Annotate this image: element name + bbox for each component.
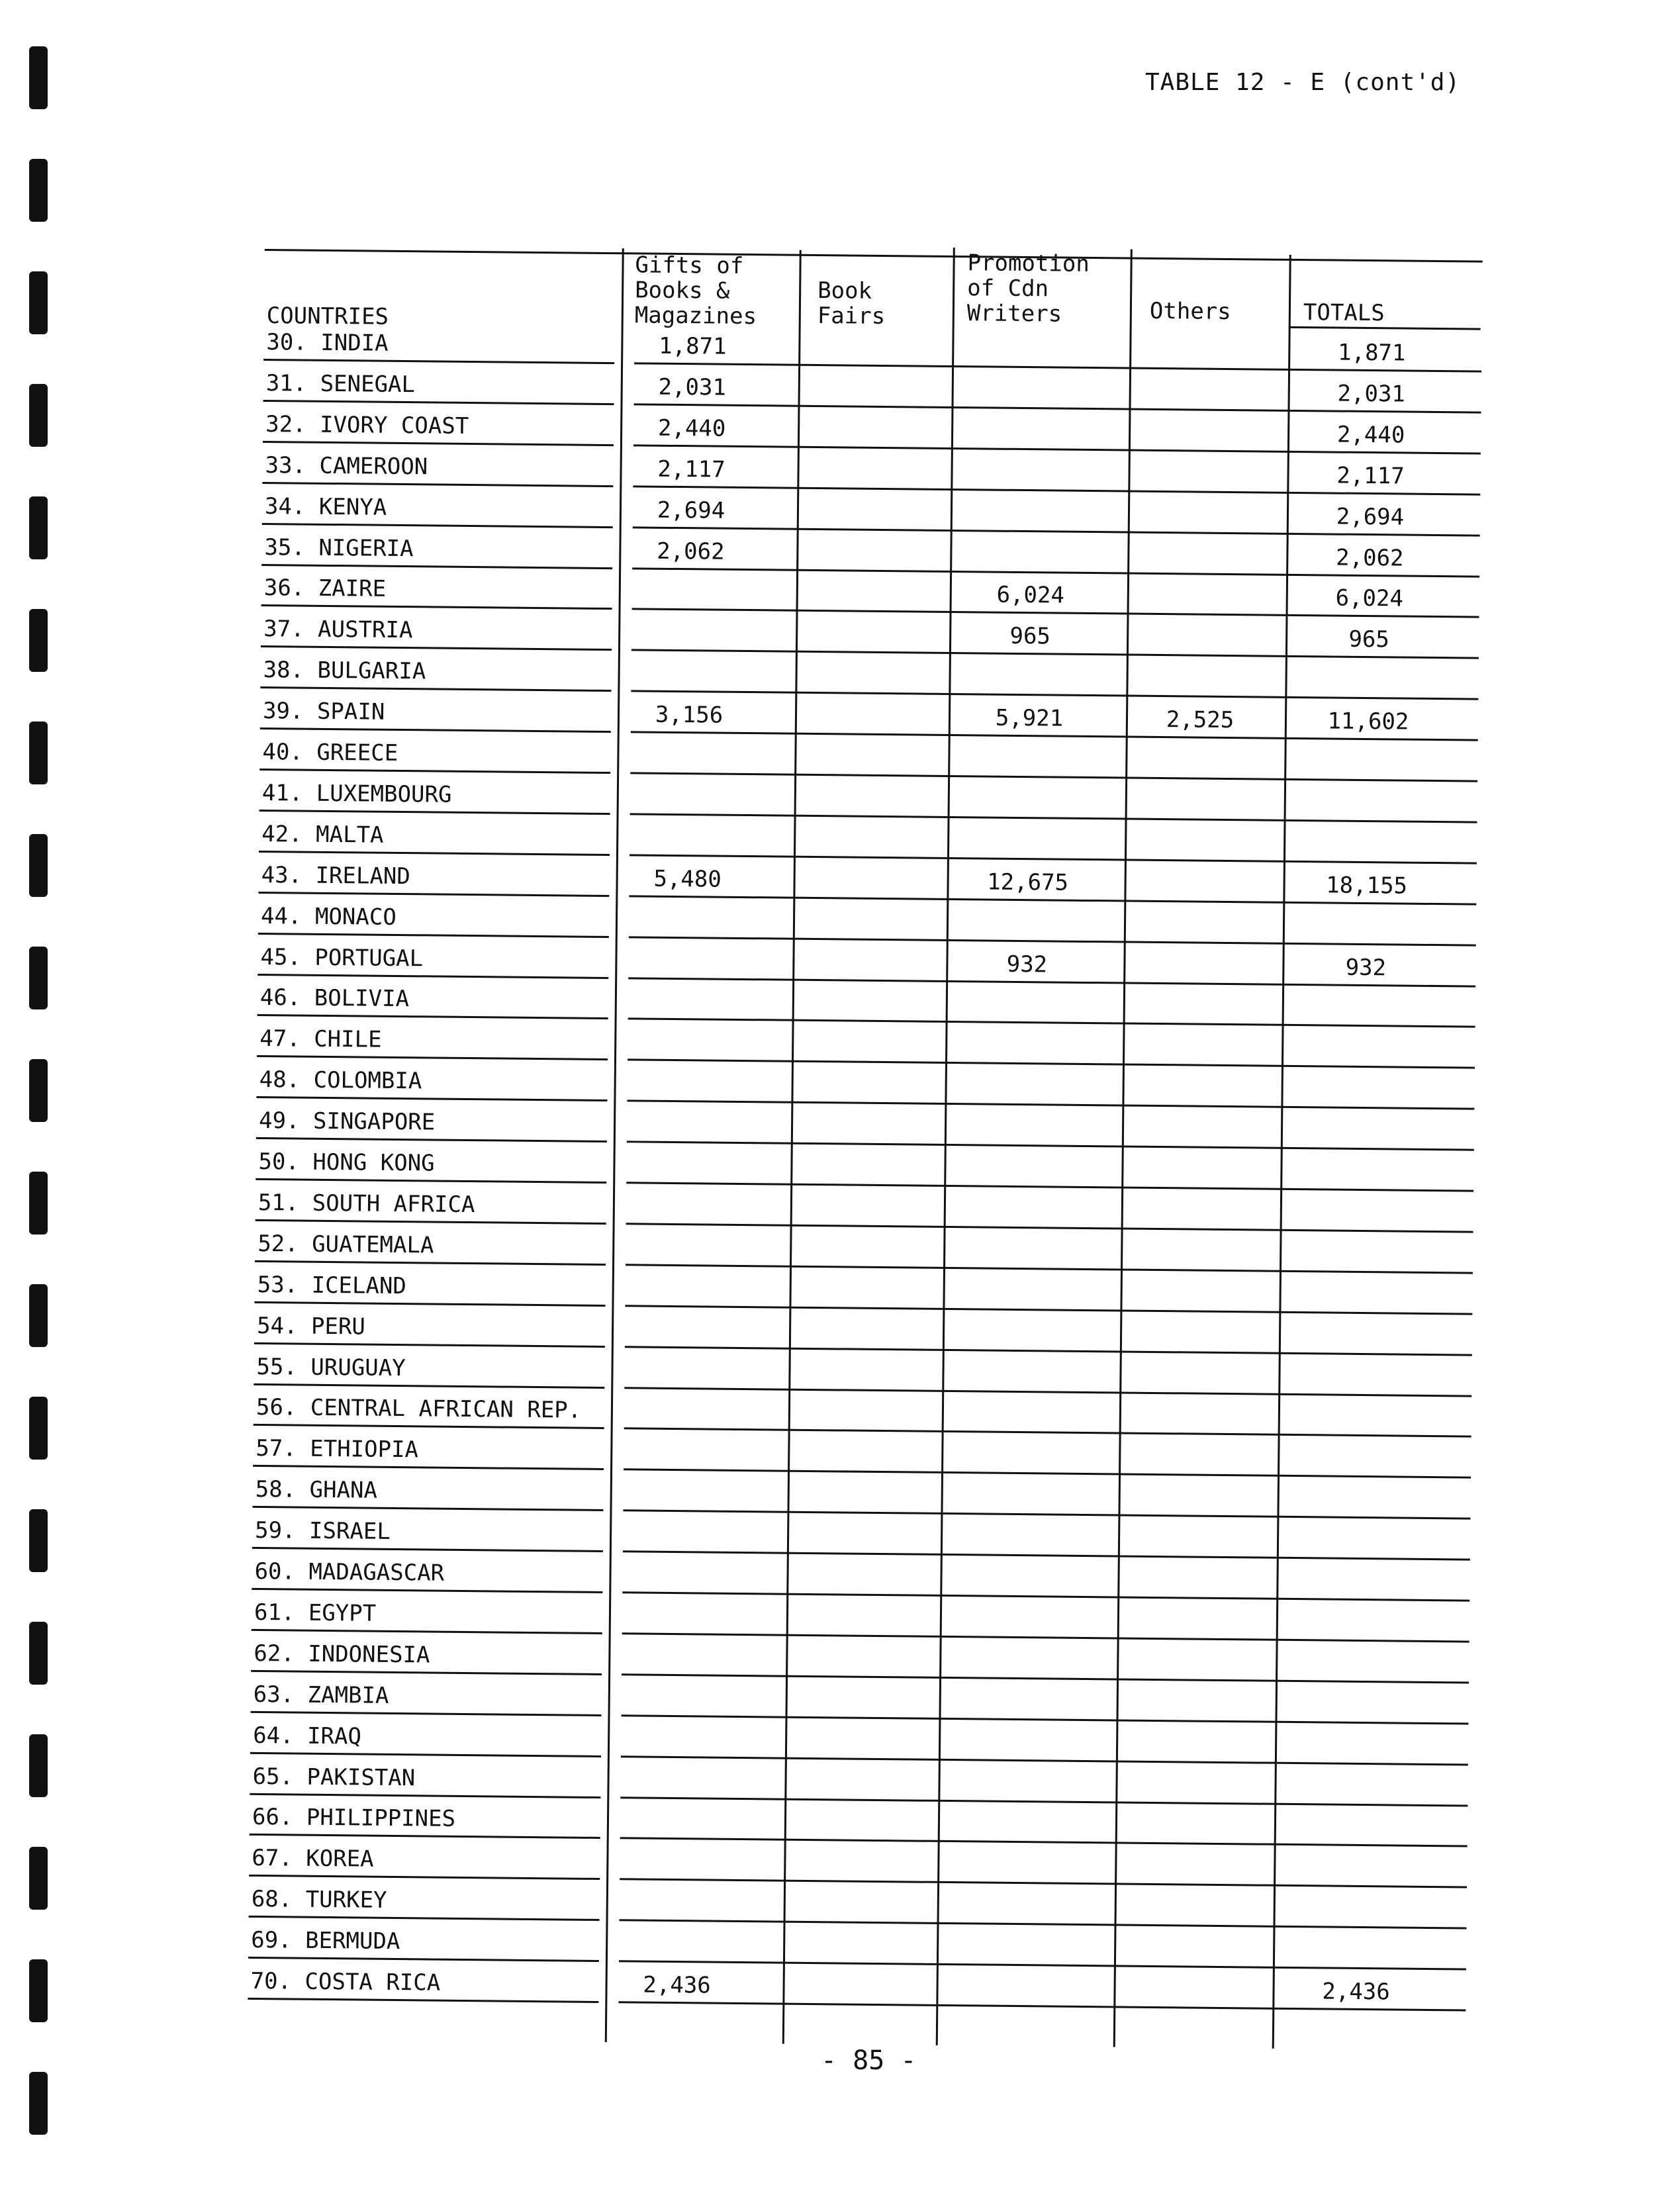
cell-fairs xyxy=(790,1221,923,1223)
binder-hole-mark xyxy=(29,1509,48,1572)
cell-others xyxy=(1135,569,1268,570)
cell-fairs xyxy=(786,1671,918,1673)
cell-totals: 6,024 xyxy=(1335,584,1404,612)
binder-hole-mark xyxy=(29,384,48,447)
country-name: 56. CENTRAL AFRICAN REP. xyxy=(256,1394,582,1424)
cell-others xyxy=(1137,364,1270,365)
cell-gifts: 1,871 xyxy=(658,332,727,360)
cell-gifts xyxy=(621,933,753,934)
cell-gifts xyxy=(616,1465,748,1466)
country-name: 57. ETHIOPIA xyxy=(256,1435,419,1464)
cell-totals: 2,117 xyxy=(1336,462,1405,490)
cell-others xyxy=(1126,1552,1258,1554)
cell-gifts xyxy=(618,1301,750,1303)
header-bottom-rule xyxy=(1289,326,1481,330)
cell-fairs xyxy=(795,729,927,731)
cell-fairs xyxy=(797,483,929,485)
cell-fairs xyxy=(791,1139,923,1141)
cell-promotion xyxy=(957,1428,1089,1429)
binder-hole-mark xyxy=(29,1059,48,1122)
country-name: 34. KENYA xyxy=(264,492,387,521)
cell-promotion xyxy=(953,1837,1085,1838)
cell-fairs xyxy=(794,770,927,772)
table-heading: TABLE 12 - E (cont'd) xyxy=(1145,69,1461,96)
header-book-fairs: Book Fairs xyxy=(817,277,886,330)
cell-gifts xyxy=(618,1178,751,1180)
cell-fairs xyxy=(790,1303,922,1304)
cell-totals: 2,436 xyxy=(1322,1978,1390,2006)
cell-totals: 2,440 xyxy=(1336,421,1405,449)
cell-totals xyxy=(1293,1595,1426,1596)
binder-hole-mark xyxy=(29,2072,48,2135)
cell-totals: 2,062 xyxy=(1335,544,1404,572)
cell-gifts xyxy=(616,1424,749,1426)
cell-totals xyxy=(1300,939,1432,941)
country-name: 31. SENEGAL xyxy=(265,369,416,398)
cell-fairs xyxy=(792,1057,924,1058)
cell-gifts xyxy=(623,686,755,688)
country-name: 44. MONACO xyxy=(260,902,397,931)
country-name: 62. INDONESIA xyxy=(254,1640,430,1669)
cell-gifts xyxy=(613,1752,745,1753)
cell-others xyxy=(1123,1839,1256,1840)
cell-gifts xyxy=(622,769,755,770)
cell-fairs xyxy=(788,1385,921,1386)
cell-promotion xyxy=(955,1591,1087,1593)
row-rule-country xyxy=(248,1998,598,2003)
cell-gifts: 2,031 xyxy=(658,373,727,401)
cell-gifts xyxy=(614,1711,746,1712)
cell-promotion xyxy=(957,1346,1090,1347)
country-name: 41. LUXEMBOURG xyxy=(261,779,452,808)
binder-hole-mark xyxy=(29,1397,48,1460)
binder-hole-mark xyxy=(29,496,48,559)
cell-others xyxy=(1137,445,1269,447)
page-number: - 85 - xyxy=(821,2045,917,2076)
country-name: 47. CHILE xyxy=(259,1025,382,1054)
binder-hole-mark xyxy=(29,159,48,222)
cell-others xyxy=(1129,1224,1262,1225)
country-name: 60. MADAGASCAR xyxy=(254,1558,445,1587)
cell-totals xyxy=(1297,1185,1430,1186)
cell-fairs xyxy=(797,524,929,526)
cell-promotion: 6,024 xyxy=(996,582,1065,610)
cell-others xyxy=(1135,610,1268,611)
country-name: 40. GREECE xyxy=(262,739,398,767)
cell-gifts: 2,117 xyxy=(657,455,725,483)
cell-promotion: 932 xyxy=(1006,951,1048,978)
country-name: 65. PAKISTAN xyxy=(252,1763,416,1791)
binder-hole-mark xyxy=(29,947,48,1009)
cell-promotion xyxy=(962,772,1095,773)
cell-totals xyxy=(1295,1430,1428,1432)
country-name: 66. PHILIPPINES xyxy=(252,1804,456,1833)
country-name: 64. IRAQ xyxy=(253,1722,362,1750)
cell-gifts xyxy=(620,974,753,975)
binder-hole-mark xyxy=(29,1172,48,1235)
binder-hole-mark xyxy=(29,1847,48,1910)
country-name: 46. BOLIVIA xyxy=(259,984,410,1013)
cell-gifts xyxy=(620,1056,752,1057)
cell-promotion xyxy=(955,1632,1087,1634)
country-name: 55. URUGUAY xyxy=(256,1353,406,1381)
cell-others xyxy=(1121,2003,1254,2004)
cell-promotion xyxy=(964,567,1097,569)
binder-hole-mark xyxy=(29,1959,48,2022)
cell-promotion xyxy=(952,1919,1084,1920)
cell-others xyxy=(1136,528,1268,529)
cell-promotion xyxy=(963,690,1096,691)
cell-others: 2,525 xyxy=(1166,706,1235,734)
cell-others xyxy=(1127,1511,1259,1513)
cell-fairs xyxy=(793,934,925,935)
cell-fairs xyxy=(790,1180,923,1182)
cell-fairs xyxy=(784,1877,916,1878)
cell-totals xyxy=(1293,1636,1426,1637)
header-totals: TOTALS xyxy=(1303,299,1385,327)
cell-others xyxy=(1123,1921,1255,1922)
cell-promotion xyxy=(954,1673,1086,1675)
cell-others xyxy=(1128,1347,1260,1348)
cell-gifts: 2,694 xyxy=(657,496,725,524)
country-name: 37. AUSTRIA xyxy=(263,616,413,644)
binder-hole-mark xyxy=(29,46,48,109)
cell-others xyxy=(1127,1388,1260,1389)
country-name: 67. KOREA xyxy=(252,1845,374,1873)
cell-totals xyxy=(1290,1963,1423,1965)
country-name: 38. BULGARIA xyxy=(263,657,426,685)
cell-promotion xyxy=(965,485,1097,487)
cell-promotion xyxy=(959,1141,1092,1142)
cell-fairs xyxy=(788,1426,921,1427)
cell-gifts xyxy=(618,1260,750,1262)
cell-promotion xyxy=(962,854,1094,855)
cell-gifts xyxy=(619,1096,751,1097)
country-name: 53. ICELAND xyxy=(257,1271,407,1299)
cell-others xyxy=(1135,651,1267,652)
cell-promotion: 965 xyxy=(1009,623,1051,650)
cell-gifts xyxy=(612,1834,745,1836)
cell-totals xyxy=(1294,1554,1426,1555)
cell-totals xyxy=(1299,1062,1431,1063)
cell-promotion xyxy=(958,1182,1091,1183)
cell-others xyxy=(1125,1593,1258,1595)
cell-promotion xyxy=(959,1099,1092,1101)
cell-totals xyxy=(1298,1103,1430,1104)
cell-totals xyxy=(1301,775,1434,776)
cell-promotion xyxy=(966,403,1099,404)
country-name: 49. SINGAPORE xyxy=(258,1107,436,1136)
cell-others xyxy=(1131,1019,1264,1021)
cell-gifts: 5,480 xyxy=(653,865,722,893)
cell-totals xyxy=(1295,1471,1427,1473)
cell-promotion: 12,675 xyxy=(987,868,1069,896)
cell-totals: 11,602 xyxy=(1327,708,1409,735)
cell-totals xyxy=(1294,1513,1426,1514)
cell-fairs xyxy=(782,2000,915,2001)
cell-totals: 2,694 xyxy=(1336,503,1405,531)
country-name: 39. SPAIN xyxy=(262,698,385,725)
country-name: 45. PORTUGAL xyxy=(260,943,424,972)
cell-promotion xyxy=(954,1714,1086,1716)
cell-fairs xyxy=(785,1753,917,1755)
cell-fairs xyxy=(798,443,930,444)
cell-totals xyxy=(1297,1267,1429,1268)
country-name: 54. PERU xyxy=(256,1312,366,1340)
cell-promotion xyxy=(957,1305,1090,1306)
cell-fairs xyxy=(794,853,926,854)
cell-totals: 1,871 xyxy=(1337,339,1406,367)
cell-gifts xyxy=(612,1916,744,1917)
cell-fairs xyxy=(798,402,931,403)
cell-gifts xyxy=(624,646,756,647)
cell-promotion xyxy=(962,813,1095,814)
cell-gifts xyxy=(624,605,757,606)
cell-fairs xyxy=(788,1508,920,1509)
cell-promotion xyxy=(955,1550,1088,1552)
cell-totals xyxy=(1295,1390,1428,1391)
cell-promotion xyxy=(951,1960,1084,1961)
cell-others xyxy=(1133,815,1266,816)
cell-gifts xyxy=(622,810,755,811)
cell-fairs xyxy=(789,1344,921,1345)
cell-others xyxy=(1130,1143,1262,1144)
country-name: 69. BERMUDA xyxy=(251,1927,400,1955)
country-name: 48. COLOMBIA xyxy=(259,1066,422,1095)
cell-totals: 2,031 xyxy=(1337,380,1406,408)
binder-hole-mark xyxy=(29,834,48,897)
cell-others xyxy=(1123,1798,1256,1799)
cell-totals xyxy=(1298,1144,1430,1145)
cell-fairs xyxy=(794,812,927,813)
cell-fairs xyxy=(793,893,925,894)
cell-fairs xyxy=(784,1836,917,1837)
cell-fairs xyxy=(786,1631,919,1632)
cell-promotion xyxy=(957,1387,1089,1388)
binder-hole-mark xyxy=(29,609,48,672)
cell-fairs xyxy=(791,1098,923,1099)
cell-promotion xyxy=(953,1796,1085,1798)
country-name: 35. NIGERIA xyxy=(264,534,414,562)
cell-fairs xyxy=(798,361,931,362)
cell-fairs xyxy=(795,688,927,690)
country-name: 36. ZAIRE xyxy=(263,575,387,603)
country-name: 68. TURKEY xyxy=(251,1886,387,1914)
cell-gifts xyxy=(620,1015,753,1016)
cell-promotion xyxy=(956,1509,1088,1511)
cell-others xyxy=(1127,1470,1259,1471)
cell-totals xyxy=(1291,1840,1424,1842)
cell-promotion xyxy=(960,1018,1093,1019)
cell-gifts xyxy=(612,1793,745,1795)
cell-fairs xyxy=(784,1795,917,1796)
cell-gifts xyxy=(611,1957,743,1958)
binder-hole-mark xyxy=(29,722,48,784)
cell-promotion xyxy=(951,2001,1083,2002)
cell-gifts xyxy=(616,1383,749,1385)
cell-gifts xyxy=(614,1629,747,1630)
cell-fairs xyxy=(796,565,929,567)
cell-others xyxy=(1125,1675,1257,1676)
cell-totals xyxy=(1301,816,1434,817)
cell-totals xyxy=(1293,1718,1425,1719)
cell-promotion xyxy=(966,444,1098,445)
cell-others xyxy=(1125,1716,1257,1717)
cell-totals xyxy=(1291,1800,1424,1801)
cell-fairs xyxy=(784,1918,916,1919)
cell-gifts: 3,156 xyxy=(655,701,723,729)
cell-fairs xyxy=(796,606,929,608)
cell-gifts xyxy=(622,851,754,852)
cell-others xyxy=(1125,1634,1258,1635)
data-table xyxy=(248,232,1522,2071)
country-name: 70. COSTA RICA xyxy=(250,1967,441,1996)
country-name: 30. INDIA xyxy=(266,329,389,357)
cell-others xyxy=(1136,487,1268,488)
country-name: 61. EGYPT xyxy=(254,1599,377,1627)
header-others: Others xyxy=(1149,297,1231,326)
cell-others xyxy=(1134,692,1266,693)
country-name: 43. IRELAND xyxy=(261,861,411,890)
cell-promotion: 5,921 xyxy=(995,704,1064,732)
cell-fairs xyxy=(790,1262,922,1263)
cell-promotion xyxy=(961,936,1094,937)
cell-promotion xyxy=(958,1223,1091,1224)
cell-totals xyxy=(1302,693,1434,694)
country-name: 42. MALTA xyxy=(261,820,384,849)
cell-gifts: 2,436 xyxy=(643,1971,711,1999)
cell-gifts xyxy=(614,1670,746,1671)
cell-fairs xyxy=(792,975,925,976)
cell-gifts xyxy=(615,1547,747,1548)
cell-others xyxy=(1124,1757,1256,1758)
cell-promotion xyxy=(956,1468,1088,1470)
cell-others xyxy=(1130,1101,1262,1103)
cell-totals xyxy=(1301,857,1433,859)
cell-others xyxy=(1122,1962,1254,1963)
country-name: 58. GHANA xyxy=(255,1476,378,1504)
cell-others xyxy=(1128,1306,1260,1307)
cell-others xyxy=(1129,1184,1262,1185)
header-gifts: Gifts of Books & Magazines xyxy=(634,252,757,330)
country-name: 50. HONG KONG xyxy=(258,1148,435,1177)
header-countries: COUNTRIES xyxy=(266,303,389,330)
cell-promotion xyxy=(958,1264,1090,1265)
cell-others xyxy=(1132,937,1264,939)
cell-others xyxy=(1131,978,1264,980)
cell-totals xyxy=(1292,1759,1424,1760)
cell-gifts: 2,062 xyxy=(657,537,725,565)
cell-others xyxy=(1132,896,1264,898)
cell-promotion xyxy=(960,1058,1092,1060)
cell-others xyxy=(1137,405,1270,406)
cell-promotion xyxy=(966,362,1099,363)
cell-fairs xyxy=(788,1467,920,1468)
cell-totals xyxy=(1296,1308,1428,1309)
cell-promotion xyxy=(953,1755,1086,1757)
cell-totals xyxy=(1299,1021,1432,1022)
cell-others xyxy=(1123,1880,1255,1881)
cell-totals xyxy=(1296,1349,1428,1350)
binder-hole-mark xyxy=(29,271,48,334)
cell-fairs xyxy=(786,1712,918,1714)
cell-others xyxy=(1127,1429,1260,1430)
country-name: 33. CAMEROON xyxy=(265,451,428,481)
cell-gifts xyxy=(614,1588,747,1589)
country-name: 51. SOUTH AFRICA xyxy=(257,1189,475,1219)
country-name: 32. IVORY COAST xyxy=(265,410,469,440)
table-top-rule xyxy=(265,249,1483,263)
cell-promotion xyxy=(952,1878,1084,1879)
country-name: 59. ISRAEL xyxy=(254,1517,391,1546)
cell-gifts xyxy=(612,1875,744,1876)
cell-fairs xyxy=(792,1016,925,1017)
binder-hole-mark xyxy=(29,1622,48,1685)
country-name: 63. ZAMBIA xyxy=(253,1681,389,1709)
cell-promotion xyxy=(965,526,1097,528)
cell-totals: 965 xyxy=(1348,626,1390,653)
cell-totals xyxy=(1291,1922,1423,1924)
binder-hole-mark xyxy=(29,1284,48,1347)
cell-gifts: 2,440 xyxy=(657,414,726,442)
cell-others xyxy=(1129,1265,1261,1266)
cell-gifts xyxy=(617,1342,749,1344)
cell-others xyxy=(1133,774,1266,775)
cell-totals xyxy=(1293,1677,1425,1678)
cell-fairs xyxy=(786,1590,919,1591)
cell-gifts xyxy=(618,1219,751,1221)
cell-gifts xyxy=(619,1137,751,1139)
cell-fairs xyxy=(796,647,928,649)
header-promotion: Promotion of Cdn Writers xyxy=(966,250,1090,328)
cell-others xyxy=(1131,1060,1263,1062)
country-name: 52. GUATEMALA xyxy=(257,1230,434,1259)
cell-totals: 18,155 xyxy=(1325,872,1408,900)
cell-fairs xyxy=(783,1959,915,1960)
cell-others xyxy=(1133,855,1265,857)
binder-hole-mark xyxy=(29,1734,48,1797)
cell-gifts xyxy=(616,1506,748,1507)
cell-totals xyxy=(1291,1881,1423,1883)
cell-totals: 932 xyxy=(1345,954,1387,981)
cell-fairs xyxy=(787,1549,919,1550)
cell-totals xyxy=(1297,1226,1430,1227)
